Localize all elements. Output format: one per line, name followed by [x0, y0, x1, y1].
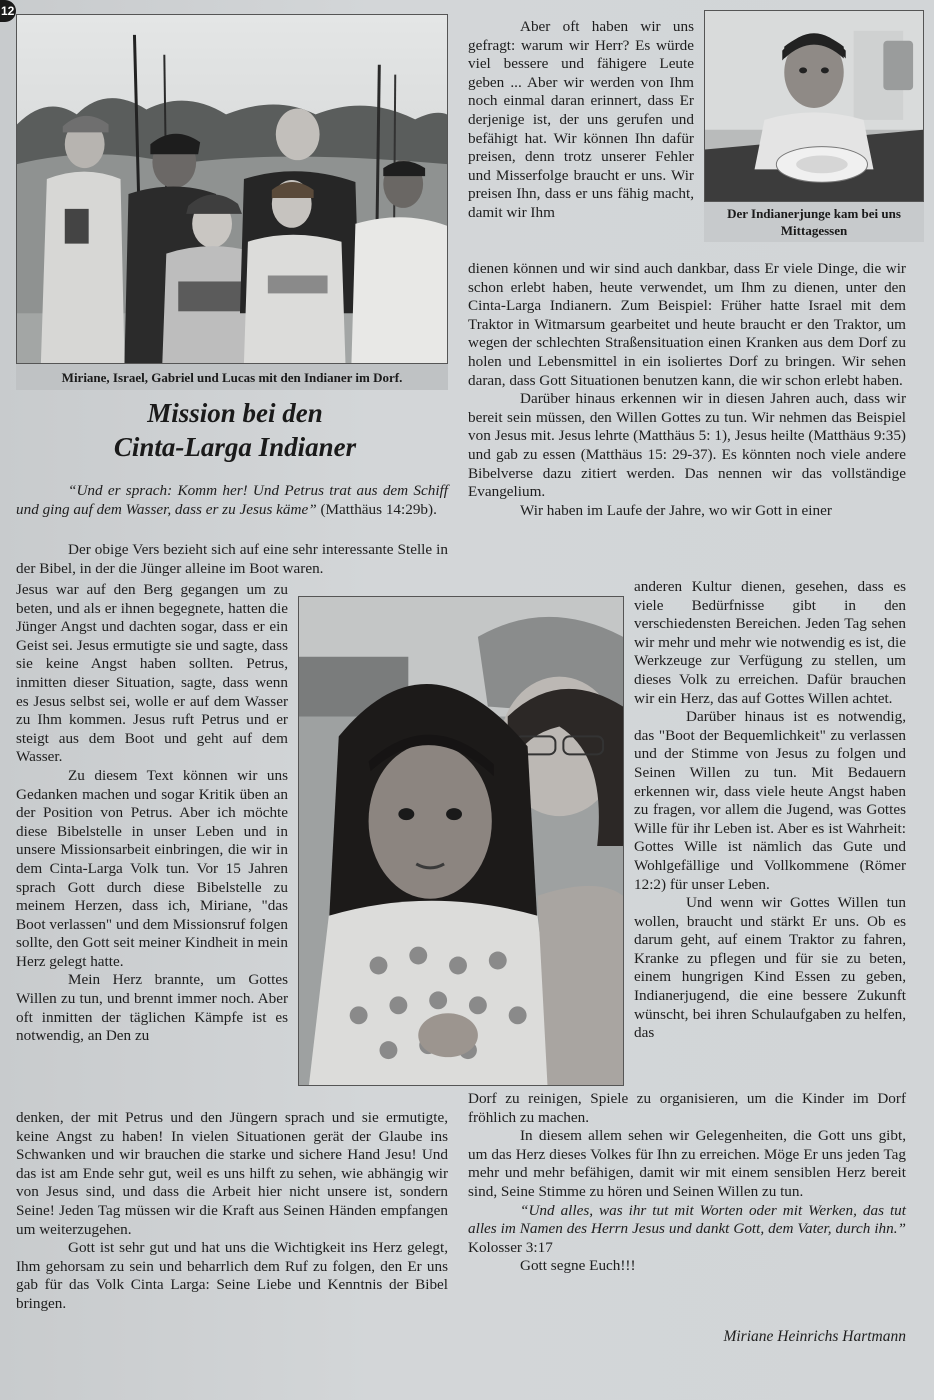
left-bottom-text	[16, 1109, 448, 1314]
right-wrapped-text	[634, 578, 906, 1043]
author-signature: Miriane Heinrichs Hartmann	[723, 1328, 906, 1345]
left-paragraph-1	[16, 541, 448, 578]
page-number: 12	[0, 0, 16, 22]
paragraph-text: Jesus war auf den Berg gegangen um zu beten, und als er ihnen begegnete, hatten die Jünger Angst und dachten sogar, dass er ein Geist sei. Jesus ermutigte sie und sagte, dass sie keine Angst haben sollten. Petrus, inmitten dieser Situation, sagte, dass wenn es Jesus selbst sei, wolle er auf dem Wasser zu Ihm kommen. Jesus ruft Petrus und er steigt aus dem Boot und geht auf dem Wasser.	[16, 581, 288, 766]
paragraph-text: anderen Kultur dienen, gesehen, dass es viele Bedürfnisse gibt in den verschiedensten Bereichen. Jeden Tag sehen wir mehr und mehr wie notwendig es ist, die Werkzeuge zur Verfügung zu stellen, um dieses Volk zu erreichen. Dafür brauchen wir ein Herz, das auf Gottes Willen achtet.	[634, 578, 906, 707]
paragraph-text: Der obige Vers bezieht sich auf eine sehr interessante Stelle in der Bibel, in der die Jünger alleine im Boot waren.	[16, 541, 448, 577]
paragraph-text: dienen können und wir sind auch dankbar, dass Er viele Dinge, die wir schon erlebt haben, heute verwendet, um Ihm zu dienen, unter den Cinta-Larga Indianern. Zum Beispiel: Früher hatte Israel mit dem Traktor in Witmarsum gearbeitet und heute braucht er den Traktor, um wegen der schlechten Straßensituation einen Kranken aus dem Dorf zu holen und Lebensmittel in ein isoliertes Dorf zu bringen. Wir sehen daran, dass Gott Situationen benutzen kann, die wir schon erlebt haben.	[468, 260, 906, 389]
boy-photo	[704, 10, 924, 202]
closing-quote-text: “Und alles, was ihr tut mit Worten oder mit Werken, das tut alles im Namen des Herrn Jesus und dankt Gott, dem Vater, durch ihn.”	[468, 1201, 906, 1238]
paragraph-text: Darüber hinaus ist es notwendig, das "Boot der Bequemlichkeit" zu verlassen und der Stimme von Jesus zu folgen und Seinen Willen zu tun. Mit Bedauern erkennen wir, dass viele heute Angst haben zu fragen, vor allem die Jugend, was Gottes Wille für ihr Leben ist. Aber es ist Wahrheit: Gottes Wille ist nämlich das Gute und Wohlgefällige und Vollkommene (Römer 12:2) für unser Leben.	[634, 708, 906, 893]
paragraph-text: Zu diesem Text können wir uns Gedanken machen und sogar Kritik üben an der Position von Petrus. Aber ich möchte diese Bibelstelle in unser Leben und in unsere Missionsarbeit einbringen, die wir in dem Cinta-Larga Volk tun. Vor 15 Jahren sprach Gott durch diese Bibelstelle zu meinem Herzen, dass ich, Miriane, "das Boot verlassen" und dem Missionsruf folgen sollte, den Gott seit meiner Kindheit in mein Herz gelegt hatte.	[16, 766, 288, 970]
group-photo-caption: Miriane, Israel, Gabriel und Lucas mit den Indianer im Dorf.	[16, 364, 448, 390]
group-photo	[16, 14, 448, 364]
boy-photo-caption: Der Indianerjunge kam bei uns Mittagessen	[704, 202, 924, 242]
paragraph-text: Und wenn wir Gottes Willen tun wollen, braucht und stärkt Er uns. Ob es darum geht, auf einem Traktor zu fahren, Kranke zu pflegen und für sie zu beten, einem hungrigen Kind Essen zu geben, Indianerjugend, die eine bessere Zukunft wünscht, bei ihren Schulaufgaben zu helfen, das	[634, 894, 906, 1042]
paragraph-text: Aber oft haben wir uns gefragt: warum wir Herr? Es würde viel bessere und fähigere Leute geben ... Aber wir werden von Ihm noch einmal daran erinnert, dass Er derjenige ist, der uns gerufen und befähigt hat. Wir können Ihn dafür preisen, denn trotz unserer Fehler und Misserfolge braucht er uns. Wir preisen Ihn, dass er uns fähig macht, damit wir Ihm	[468, 18, 694, 221]
opening-quote	[16, 482, 448, 519]
article-title	[40, 396, 430, 464]
paragraph-text: Mein Herz brannte, um Gottes Willen zu tun, und brennt immer noch. Aber oft inmitten der täglichen Kämpfe ist es notwendig, an Den zu	[16, 971, 288, 1045]
opening-quote-reference: (Matthäus 14:29b).	[320, 500, 437, 518]
blessing: Gott segne Euch!!!	[520, 1257, 636, 1275]
right-bottom-text	[468, 1090, 906, 1276]
article-title-line1: Mission bei den	[147, 398, 323, 428]
left-wrapped-text	[16, 581, 288, 1046]
girl-with-woman-photo	[298, 596, 624, 1086]
paragraph-text: Darüber hinaus erkennen wir in diesen Jahren auch, dass wir bereit sein müssen, den Willen Gottes zu tun. Wir nehmen das Beispiel von Jesus mit. Jesus lehrte (Matthäus 5: 1), Jesus heilte (Matthäus 9:35) und gab zu essen (Matthäus 15: 29-37). Es könnten noch viele andere Bibelverse dazu zitiert werden. Das nennen wir das vollständige Evangelium.	[468, 390, 906, 501]
article-title-line2: Cinta-Larga Indianer	[113, 432, 357, 462]
closing-quote-reference: Kolosser 3:17	[468, 1238, 553, 1256]
paragraph-text: In diesem allem sehen wir Gelegenheiten, die Gott uns gibt, um das Herz dieses Volkes für Ihn zu erreichen. Möge Er uns jeden Tag mehr und mehr befähigen, damit wir mit einem sensiblen Herz bereit sind, Seine Stimme zu hören und Seinen Willen zu tun.	[468, 1127, 906, 1200]
right-top-text	[468, 18, 694, 223]
paragraph-text: Wir haben im Laufe der Jahre, wo wir Gott in einer	[520, 501, 832, 519]
paragraph-text: Dorf zu reinigen, Spiele zu organisieren, um die Kinder im Dorf fröhlich zu machen.	[468, 1090, 906, 1126]
paragraph-text: denken, der mit Petrus und den Jüngern sprach und sie ermutigte, keine Angst zu haben! In vielen Situationen gerät der Glaube ins Schwanken und wir brauchen die starke und sichere Hand Jesu! Und das ist am Ende sehr gut, weil es uns hilft zu sehen, wie abhängig wir von Jesus sind, und dass die Arbeit hier nicht unsere ist, sondern Seine! Jeden Tag müssen wir die Kraft aus Seinen Händen empfangen um weiterzugehen.	[16, 1109, 448, 1238]
opening-quote-text: “Und er sprach: Komm her! Und Petrus trat aus dem Schiff und ging auf dem Wasser, dass er zu Jesus käme”	[16, 482, 448, 518]
right-middle-text	[468, 260, 906, 520]
paragraph-text: Gott ist sehr gut und hat uns die Wichtigkeit ins Herz gelegt, Ihm gehorsam zu sein und beharrlich dem Ruf zu folgen, den Er uns gab für das Volk Cinta Larga: Seine Liebe und Kenntnis der Bibel bringen.	[16, 1239, 448, 1312]
